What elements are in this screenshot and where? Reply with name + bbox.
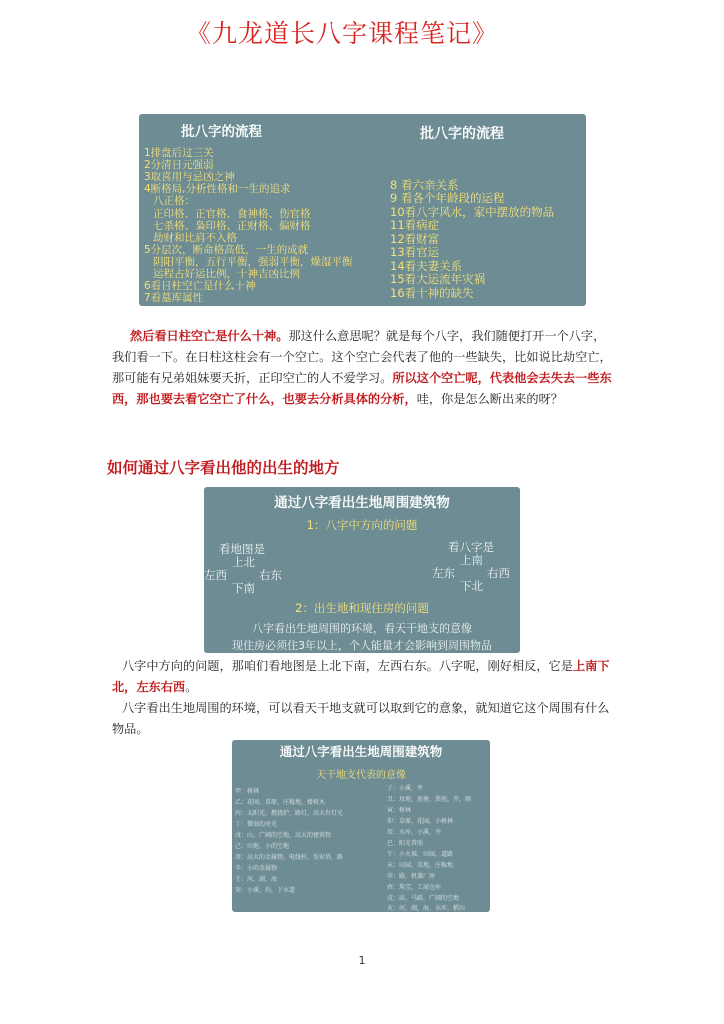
tiangan-row: 壬：河，湖，海 bbox=[235, 876, 278, 883]
dizhi-row: 寅：树林 bbox=[387, 807, 412, 814]
tiangan-dizhi-panel-image bbox=[232, 740, 490, 912]
map-north: 上北 bbox=[232, 555, 255, 569]
flow-item: 2分清日元强弱 bbox=[144, 159, 214, 171]
bazi-north: 下北 bbox=[460, 579, 483, 593]
dizhi-row: 卯：草原，花园，小树林 bbox=[387, 818, 454, 825]
tiangan-row: 己：田地，小的空地 bbox=[235, 843, 290, 850]
flow-panel-title-right: 批八字的流程 bbox=[420, 126, 504, 142]
map-east: 右东 bbox=[259, 568, 282, 582]
flow-item: 12看财富 bbox=[390, 232, 440, 246]
dizhi-row: 未：田园，草地，庄稼地 bbox=[387, 862, 454, 869]
flow-item: 八正格： bbox=[153, 195, 195, 207]
tiangan-row: 戊：山，广阔的空地，高大的建筑物 bbox=[235, 832, 332, 839]
tiangan-panel-subtitle: 天干地支代表的意像 bbox=[316, 770, 406, 781]
tiangan-row: 乙：花园，草原，庄稼地，楼树木 bbox=[235, 799, 326, 806]
flow-item: 运程占好运比例，十神吉凶比例 bbox=[153, 268, 300, 280]
flow-item: 4断格局,分析性格和一生的追求 bbox=[144, 183, 291, 195]
dizhi-row: 子：小溪，井 bbox=[387, 785, 424, 792]
dizhi-row: 戌：庙，马路，广阔的空地 bbox=[387, 895, 460, 902]
tiangan-row: 甲：树林 bbox=[235, 788, 260, 795]
flow-item: 6看日柱空亡是什么十神 bbox=[144, 280, 256, 292]
flow-panel-image bbox=[139, 114, 586, 306]
dizhi-row: 午：小火堆，田园，道路 bbox=[387, 851, 454, 858]
direction-panel-image bbox=[204, 487, 520, 653]
body-text: 那这什么意思呢？就是每个八字，我们随便打开一个八字，我们看一下。在日柱这柱会有一个空亡。这个空亡会代表了他的一些缺失，比如说比劫空亡，那可能有兄弟姐妹要夭折，正印空亡的人不爱学习。 bbox=[112, 329, 612, 385]
flow-item: 9 看各个年龄段的运程 bbox=[390, 191, 505, 205]
flow-panel-title-left: 批八字的流程 bbox=[181, 124, 262, 140]
bazi-south: 上南 bbox=[460, 553, 483, 567]
dizhi-row: 亥：河，湖，海，水库，稻田 bbox=[387, 905, 466, 912]
dizhi-row: 辰：水库，小溪，井 bbox=[387, 829, 442, 836]
map-label: 看地图是 bbox=[219, 542, 265, 556]
tiangan-row: 癸：小溪，沟，下水道 bbox=[235, 887, 296, 894]
body-text: 八字中方向的问题，那咱们看地图是上北下南，左西右东。八字呢，刚好相反，它是 bbox=[122, 659, 573, 673]
paragraph-kongwang bbox=[112, 326, 617, 410]
document-title: 《九龙道长八字课程笔记》 bbox=[186, 19, 499, 48]
bazi-east: 左东 bbox=[432, 566, 455, 580]
flow-item: 1排盘后过三关 bbox=[144, 147, 214, 159]
page-number: 1 bbox=[358, 954, 366, 967]
direction-subtitle-2: 2：出生地和现住房的问题 bbox=[295, 601, 429, 615]
tiangan-row: 丁：微弱的亮光 bbox=[235, 821, 278, 828]
map-west: 左西 bbox=[204, 568, 227, 582]
direction-panel-title: 通过八字看出生地周围建筑物 bbox=[274, 495, 450, 511]
tiangan-row: 辛：小的金属物 bbox=[235, 865, 278, 872]
highlight-text: 所以这个空亡呢，代表他会去失去一些东西，那也要去看它空亡了什么，也要去分析具体的分析， bbox=[112, 371, 612, 406]
dizhi-row: 申：路，机器厂房 bbox=[387, 873, 436, 880]
flow-item: 15看大运流年灾祸 bbox=[390, 272, 486, 286]
paragraph-environment: 八字看出生地周围的环境，可以看天干地支就可以取到它的意象，就知道它这个周围有什么物品。 bbox=[112, 701, 610, 736]
flow-item: 七杀格、枭印格、正财格、偏财格 bbox=[153, 220, 311, 232]
paragraph-direction bbox=[112, 656, 617, 698]
body-text: 哇，你是怎么断出来的呀？ bbox=[416, 392, 563, 406]
flow-item: 正印格、正官格、食神格、伤官格 bbox=[153, 208, 311, 220]
highlight-text: 上南下北，左东右西 bbox=[112, 659, 610, 694]
direction-line-1: 八字看出生地周围的环境，看天干地支的意像 bbox=[252, 622, 472, 635]
flow-item: 7看墓库属性 bbox=[144, 292, 204, 304]
direction-line-2: 现住房必须住3年以上，个人能量才会影响到周围物品 bbox=[232, 639, 492, 652]
flow-item: 劫财和比肩不入格 bbox=[153, 232, 237, 244]
bazi-label: 看八字是 bbox=[448, 540, 494, 554]
flow-item: 阴阳平衡，五行平衡，强弱平衡，燥湿平衡 bbox=[153, 256, 353, 268]
flow-item: 3取喜用与忌凶之神 bbox=[144, 171, 235, 183]
map-south: 下南 bbox=[232, 581, 255, 595]
flow-item: 5分层次，断命格高低，一生的成就 bbox=[144, 244, 309, 256]
flow-item: 11看病症 bbox=[390, 218, 440, 232]
dizhi-row: 巳：阳光普照 bbox=[387, 840, 424, 847]
flow-item: 10看八字风水，家中摆放的物品 bbox=[390, 205, 555, 219]
highlight-text: 然后看日柱空亡是什么十神。 bbox=[130, 329, 289, 343]
dizhi-row: 酉：珠宝，工商仓库 bbox=[387, 884, 442, 891]
body-text: 。 bbox=[185, 680, 198, 694]
flow-item: 8 看六亲关系 bbox=[390, 178, 459, 192]
tiangan-row: 丙：太阳光，燃烧炉，路灯，高大有灯光 bbox=[235, 810, 344, 817]
flow-item: 16看十神的缺失 bbox=[390, 286, 474, 300]
section-heading: 如何通过八字看出他的出生的地方 bbox=[107, 459, 340, 477]
direction-subtitle-1: 1：八字中方向的问题 bbox=[306, 518, 418, 532]
flow-item: 13看官运 bbox=[390, 245, 440, 259]
dizhi-row: 丑：坟地，池塘，粪池，井，厕 bbox=[387, 796, 472, 803]
tiangan-row: 庚：高大的金属物，电线杆，发射塔，路 bbox=[235, 854, 344, 861]
tiangan-panel-title: 通过八字看出生地周围建筑物 bbox=[279, 744, 443, 759]
flow-item: 14看夫妻关系 bbox=[390, 259, 463, 273]
bazi-west: 右西 bbox=[487, 566, 510, 580]
